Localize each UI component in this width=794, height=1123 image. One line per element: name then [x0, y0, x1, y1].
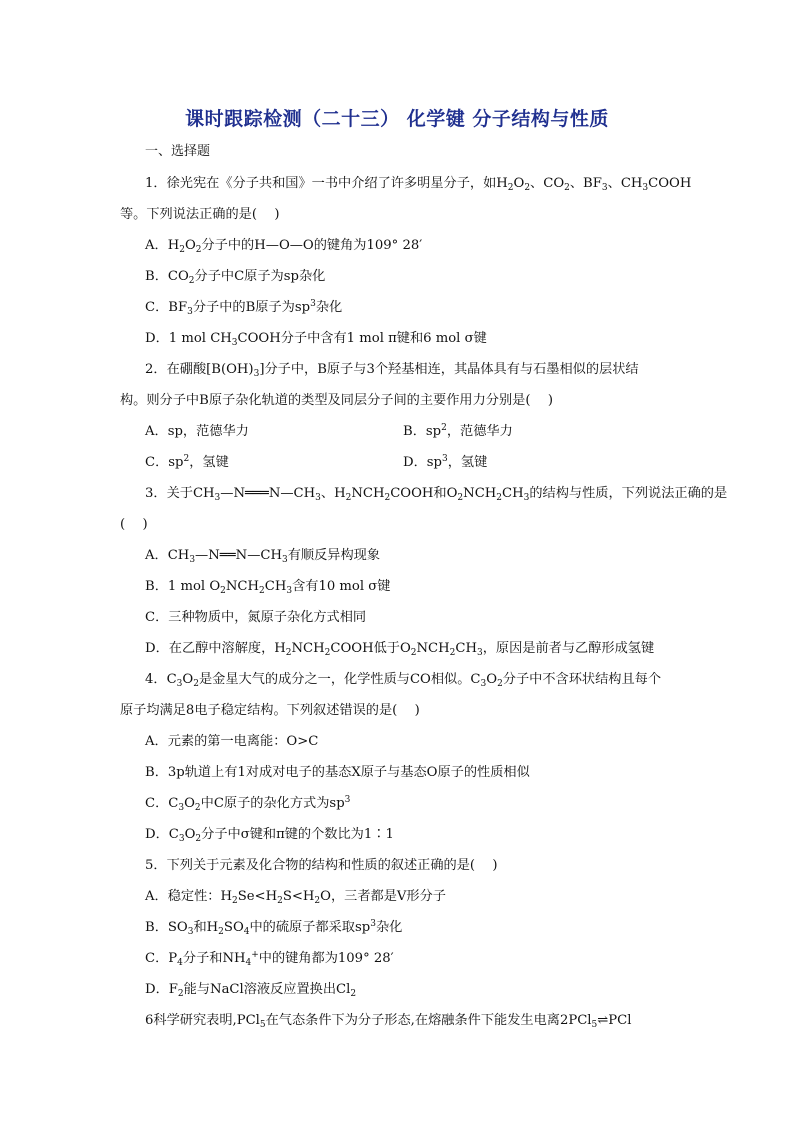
question-line-q3b: ( ): [120, 517, 148, 532]
question-line-q2bb: B．$sp^2$，范德华力: [403, 423, 513, 439]
section-heading: 一、选择题: [145, 144, 211, 159]
question-line-q1bb: B．$CO_2$分子中C原子为sp杂化: [145, 269, 326, 286]
question-line-q3c: C．三种物质中，氮原子杂化方式相同: [145, 610, 367, 625]
question-line-q5c: C．$P_4$分子和$NH_4^+$中的键角都为109° 28′: [145, 950, 394, 968]
question-line-q3: 3．关于$CH_3—N═══N—CH_3$、$H_2NCH_2COOH$和$O_2NCH_2CH_3$的结构与性质，下列说法正确的是: [145, 486, 728, 503]
question-line-q2c: C．$sp^2$，氢键: [145, 454, 229, 470]
question-line-q3bb: B．1 mol $O_2NCH_2CH_3$含有10 mol σ键: [145, 579, 391, 596]
question-line-q2d: D．$sp^3$，氢键: [403, 454, 488, 470]
question-line-q4bb: B．3p轨道上有1对成对电子的基态X原子与基态O原子的性质相似: [145, 765, 530, 780]
question-line-q1c: C．$BF_3$分子中的B原子为$sp^3$杂化: [145, 299, 343, 317]
question-line-q5d: D．$F_2$能与NaCl溶液反应置换出$Cl_2$: [145, 982, 357, 999]
question-line-q1d: D．1 mol $CH_3COOH$分子中含有1 mol π键和6 mol σ键: [145, 331, 487, 348]
question-line-q4: 4．$C_3O_2$是金星大气的成分之一，化学性质与CO相似。$C_3O_2$分子中不含环状结构且每个: [145, 672, 662, 689]
question-line-q3a: A．$CH_3—N══N—CH_3$有顺反异构现象: [145, 548, 381, 565]
question-line-q5: 5．下列关于元素及化合物的结构和性质的叙述正确的是( ): [145, 858, 498, 873]
question-line-q4c: C．$C_3O_2$中C原子的杂化方式为$sp^3$: [145, 795, 351, 813]
question-line-q3d: D．在乙醇中溶解度，$H_2NCH_2COOH$低于$O_2NCH_2CH_3$，原因是前者与乙醇形成氢键: [145, 641, 655, 658]
question-line-q4b: 原子均满足8电子稳定结构。下列叙述错误的是( ): [120, 703, 420, 718]
question-line-q2b: 构。则分子中B原子杂化轨道的类型及同层分子间的主要作用力分别是( ): [120, 393, 553, 408]
question-line-q2: 2．在硼酸$[B(OH)_3]$分子中，B原子与3个羟基相连，其晶体具有与石墨相似的层状结: [145, 362, 639, 379]
page-title: 课时跟踪检测（二十三） 化学键 分子结构与性质: [185, 108, 609, 130]
question-line-q1: 1．徐光宪在《分子共和国》一书中介绍了许多明星分子，如$H_2O_2$、$CO_2$、$BF_3$、$CH_3COOH$: [145, 176, 692, 193]
question-line-q4a: A．元素的第一电离能：O>C: [145, 734, 319, 749]
question-line-q5a: A．稳定性：$H_2Se<H_2S<H_2O$，三者都是V形分子: [145, 889, 446, 906]
question-line-q2a: A．sp，范德华力: [145, 424, 249, 439]
question-line-q1a: A．$H_2O_2$分子中的H—O—O的键角为109° 28′: [145, 238, 423, 255]
question-line-q6: 6科学研究表明,PCl$_5$在气态条件下为分子形态,在熔融条件下能发生电离2PCl$_5$⇌PCl: [145, 1013, 632, 1030]
question-line-q4d: D．$C_3O_2$分子中σ键和π键的个数比为1∶1: [145, 827, 394, 844]
question-line-q5bb: B．$SO_3$和$H_2SO_4$中的硫原子都采取$sp^3$杂化: [145, 919, 403, 937]
question-line-q1b: 等。下列说法正确的是( ): [120, 207, 280, 222]
